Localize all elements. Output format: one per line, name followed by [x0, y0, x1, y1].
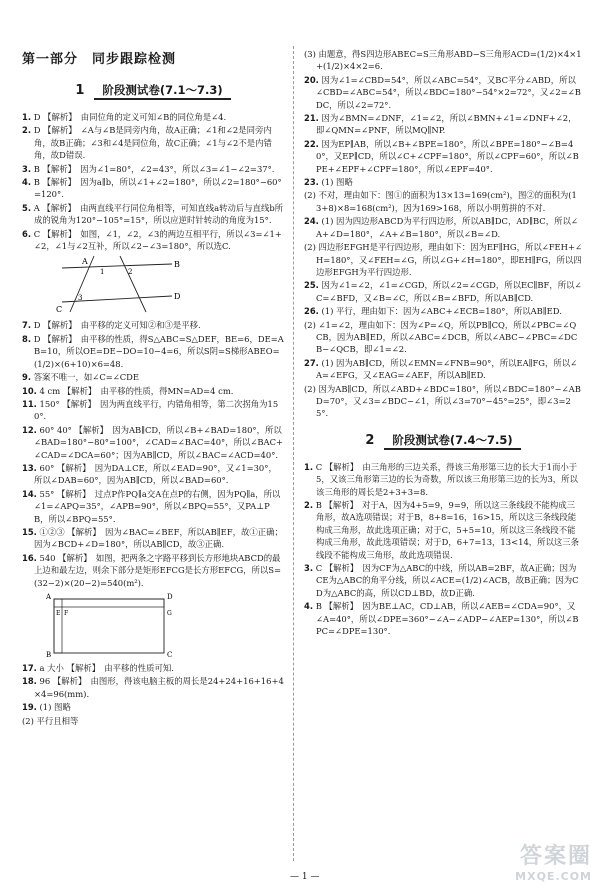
answer-text: 因为EP∥AB，所以∠B+∠BPE=180°，所以∠BPE=180°−∠B=40°，又EP∥CD，所以∠C+∠CPF=180°，所以∠CPF=60°，所以∠BPE+∠EPF+∠CPF=180°，所以∠EPF=40°. [316, 138, 579, 174]
answer-number: 14. [22, 488, 37, 499]
answer-text: (1) 图略 [39, 702, 71, 713]
answer-number: 2. [304, 500, 314, 510]
answer-item [22, 333, 284, 370]
answer-item [22, 228, 284, 253]
answer-text: 因为∠BMN=∠DNF，∠1=∠2，所以∠BMN+∠1=∠DNF+∠2，即∠QMN=∠PNF，所以MQ∥NP. [316, 113, 577, 136]
fig6-label-d: D [174, 292, 181, 302]
answer-number: 26. [304, 306, 319, 317]
answer-text: (2) 平行且相等 [22, 715, 79, 726]
answer-number: 25. [304, 280, 319, 291]
fig16-label-d: D [167, 593, 173, 601]
fig16-label-g: G [167, 610, 172, 617]
answer-number: 10. [22, 385, 37, 396]
answer-text: 540 【解析】 如图，把两条之字路平移到长方形地块ABCD的最上边和最左边，则余下部分是矩形EFCG是长方形EFCG，所以S=(32−2)×(20−2)=540(m²). [34, 552, 282, 588]
answer-number: 24. [304, 216, 319, 227]
answer-text: C 【解析】 因为CF为△ABC的中线，所以AB=2BF，故A正确；因为CE为△ABC的角平分线，所以∠ACE=(1/2)∠ACB，故B正确；因为CD为△ABC的高，所以CD⊥BD，故D正确. [315, 563, 579, 598]
answer-number: 16. [22, 552, 37, 563]
watermark-line-2: MXQE.COM [515, 870, 592, 883]
answer-item [22, 526, 284, 551]
answer-text: 因为∠1=∠CBD=54°，所以∠ABC=54°，又BC平分∠ABD，所以∠CBD=∠ABC=54°，所以∠BDC=180°−54°×2=72°，又∠2=∠BDC，所以∠2=72°. [316, 74, 581, 110]
fig6-label-2: 2 [128, 268, 133, 277]
answer-text: B 【解析】 对于A，因为4+5=9，9=9，所以这三条线段不能构成三角形，故A选项错误；对于B，8+8=16，16>15，所以这三条线段能构成三角形，故此选项正确；对于C，5+5=10，所以这三条线段不能构成三角形，故此选项错误；对于D，6+7=13，13<14，所以这三条线段不能构成三角形，故此选项错误. [315, 500, 580, 560]
answer-text: D 【解析】 由平移的性质，得S△ABC=S△DEF，BE=6，DE=AB=10，所以OE=DE−DO=10−4=6，所以S阴=S梯形ABEO=(1/2)×(6+10)×6=48. [33, 333, 284, 369]
answer-number: 21. [304, 113, 319, 124]
fig16-label-f: F [64, 610, 69, 617]
part-title: 第一部分 同步跟踪检测 [22, 52, 177, 67]
section-1-header [22, 79, 284, 103]
answer-number: 11. [22, 398, 37, 409]
answer-text: B 【解析】 因为a∥b，所以∠1+∠2=180°，所以∠2=180°−60°=120°. [33, 177, 282, 200]
answer-text: 96 【解析】 由图形，得该电脑主板的周长是24+24+16+16+4×4=96(mm). [34, 676, 284, 699]
answer-text: D 【解析】 由同位角的定义可知∠B的同位角是∠4. [33, 112, 227, 122]
figure-16-wrap [22, 591, 284, 659]
answer-item [304, 305, 582, 317]
answer-text: 因为∠1=∠2，∠1=∠CGD，所以∠2=∠CGD，所以EC∥BF，所以∠C=∠BFD，又∠B=∠C，所以∠B=∠BFD，所以AB∥CD. [316, 280, 582, 303]
answer-item [304, 138, 582, 175]
answer-item [304, 279, 582, 304]
answer-item [304, 74, 582, 111]
answer-item [22, 675, 284, 700]
answer-text: (1) 因为AB∥CD，所以∠EMN=∠FNB=90°，所以EA∥FG，所以∠A=∠EFG，又∠EAG=∠AEF，所以AB∥ED. [316, 357, 578, 381]
answer-item [304, 241, 582, 278]
answer-text: C 【解析】 如图，∠1，∠2，∠3的两边互相平行，所以∠3=∠1+∠2，∠1与∠2互补，所以∠2−∠3=180°，所以选C. [33, 228, 282, 252]
fig16-label-b: B [46, 651, 52, 659]
answer-number: 9. [22, 372, 32, 383]
answer-number: 27. [304, 357, 319, 368]
answer-item [304, 461, 582, 498]
answer-text: ①②③ 【解析】 因为∠BAC=∠BEF，所以AB∥EF，故①正确；因为∠BCD+∠D=180°，所以AB∥CD，故③正确. [34, 526, 283, 550]
answer-number: 20. [304, 74, 319, 85]
right-items-2 [304, 461, 582, 638]
answer-item [22, 163, 284, 175]
fig6-label-1: 1 [100, 268, 105, 277]
page-number: — 1 — [290, 872, 320, 882]
answer-text: 60° 40° 【解析】 因为AB∥CD，所以∠B+∠BAD=180°，所以∠BAD=180°−80°=100°，∠CAD=∠BAC=40°，所以∠BAC+∠CAD=∠DCA=60°；因为AB∥CD，所以∠BAC=∠ACD=40°. [34, 424, 284, 460]
top-path [54, 599, 164, 607]
fig6-label-3: 3 [78, 294, 83, 303]
answer-item [22, 488, 284, 525]
answer-number: 5. [22, 202, 32, 213]
answer-item [304, 357, 582, 382]
answer-text: 150° 【解析】 因为两直线平行，内错角相等，第二次拐角为150°. [34, 398, 279, 422]
answer-item [304, 562, 582, 599]
answer-text: (1) 平行，理由如下：因为∠ABC+∠ECB=180°，所以AB∥ED. [321, 306, 562, 317]
answer-text: B 【解析】 因为BE⊥AC，CD⊥AB，所以∠AEB=∠CDA=90°，又∠A=40°，所以∠DPE=360°−∠A−∠ADP−∠AEP=130°，所以∠BPC=∠DPE=130°. [315, 601, 579, 637]
column-divider [293, 46, 294, 861]
answer-item [22, 552, 284, 589]
answer-item [304, 48, 582, 73]
section-2-title: 阶段测试卷(7.4～7.5) [384, 432, 520, 450]
answer-text: (2) ∠1=∠2，理由如下：因为∠P=∠Q，所以PB∥CQ，所以∠PBC=∠QCB，因为AB∥ED，所以∠ABC=∠DCB，所以∠ABC−∠PBC=∠DCB−∠QCB，即∠1=∠2. [304, 319, 578, 355]
right-column [304, 48, 582, 638]
section-1-title: 阶段测试卷(7.1～7.3) [94, 82, 230, 100]
answer-text: D 【解析】 由平移的定义可知②和③是平移. [33, 320, 201, 331]
answer-number: 15. [22, 526, 37, 537]
section-2-header [304, 429, 582, 453]
fig16-label-e: E [56, 610, 61, 617]
answer-number: 23. [304, 177, 319, 188]
answer-text: A 【解析】 由两直线平行同位角相等，可知直线a转动后与直线b所成的锐角为120°−105°=15°，所以应逆时针转动的角度为15°. [33, 202, 284, 226]
answer-number: 7. [22, 320, 32, 331]
answer-item [304, 176, 582, 188]
answer-text: 60° 【解析】 因为DA⊥CE，所以∠EAD=90°，又∠1=30°，所以∠DAB=60°，因为AB∥CD，所以∠BAD=60°. [34, 462, 277, 486]
answer-text: (1) 因为四边形ABCD为平行四边形，所以AB∥DC，AD∥BC，所以∠A+∠D=180°，∠A+∠B=180°，所以∠B=∠D. [316, 216, 578, 239]
answer-text: (3) 由题意，得S四边形ABEC=S三角形ABD−S三角形ACD=(1/2)×4×1+(1/2)×4×2=6. [304, 49, 582, 72]
answer-item [22, 124, 284, 161]
answer-item [22, 319, 284, 331]
figure-16-rectangle-paths [42, 591, 182, 659]
answer-item [304, 319, 582, 356]
answer-text: C 【解析】 由三角形的三边关系，得该三角形第三边的长大于1而小于5，又该三角形第三边的长为奇数，所以该三角形第三边的长为3，所以该三角形的周长是2+3+3=8. [315, 461, 578, 497]
answer-item [22, 371, 284, 383]
answer-item [22, 424, 284, 461]
fig6-label-c: C [56, 305, 63, 315]
answer-text: 55° 【解析】 过点P作PQ∥a交A在点P的右侧，因为PQ∥a，所以∠1=∠APQ=35°，∠APB=90°，所以∠BPQ=55°，又PA⊥PB，所以∠BPQ=55°. [34, 488, 281, 524]
answer-number: 12. [22, 424, 37, 435]
watermark-logo [515, 839, 592, 883]
answer-item [22, 398, 284, 423]
answer-number: 2. [22, 125, 32, 136]
answer-number: 4. [22, 177, 32, 188]
answer-item [22, 701, 284, 713]
answer-item [304, 215, 582, 240]
answer-number: 3. [22, 163, 32, 174]
fig6-label-a: A [82, 257, 88, 267]
answer-item [22, 385, 284, 397]
answer-item [304, 383, 582, 420]
fig16-label-a: A [46, 593, 52, 601]
answer-item [22, 462, 284, 487]
answer-number: 22. [304, 138, 319, 149]
left-items [22, 111, 284, 727]
answer-item [22, 111, 284, 123]
section-2-number: 2 [365, 432, 375, 448]
answer-text: a 大小 【解析】 由平移的性质可知. [39, 663, 174, 673]
answer-number: 1. [304, 461, 314, 472]
answer-number: 19. [22, 702, 37, 713]
answer-item [304, 112, 582, 137]
figure-6-wrap [22, 254, 284, 316]
answer-text: (2) 不对，理由如下：图①的面积为13×13=169(cm²)，图②的面积为(13+8)×8=168(cm²)，因为169>168，所以小明剪拼的不对. [304, 190, 577, 213]
figure-6-parallel-lines [42, 254, 192, 316]
left-column [22, 48, 284, 728]
answer-item [304, 189, 582, 214]
fig6-label-b: B [174, 260, 180, 270]
answer-text: (2) 四边形EFGH是平行四边形，理由如下：因为EF∥HG，所以∠FEH+∠H=180°，又∠FEH=∠G，所以∠G+∠H=180°，即EH∥FG，所以四边形EFGH为平行四边形. [304, 242, 583, 277]
answer-number: 13. [22, 462, 37, 473]
answer-text: B 【解析】 因为∠1=80°，∠2=43°，所以∠3=∠1−∠2=37°. [33, 163, 275, 174]
answer-text: (1) 图略 [321, 177, 353, 188]
answer-number: 6. [22, 228, 32, 239]
answer-number: 3. [304, 563, 314, 574]
answer-item [304, 600, 582, 637]
answer-number: 1. [22, 112, 32, 122]
answer-text: D 【解析】 ∠A与∠B是同旁内角，故A正确；∠1和∠2是同旁内角，故B正确；∠3和∠4是同位角，故C正确；∠1与∠2不是内错角，故D错误. [33, 125, 272, 161]
right-items-1 [304, 48, 582, 420]
answer-number: 4. [304, 601, 314, 612]
answer-number: 17. [22, 663, 37, 673]
line-top [62, 264, 172, 268]
watermark-line-1: 答案圈 [519, 844, 592, 869]
answer-item [22, 662, 284, 674]
answer-item [22, 715, 284, 727]
answer-text: 答案不唯一，如∠C=∠CDE [33, 372, 140, 383]
fig16-label-c: C [167, 651, 173, 659]
answer-item [22, 202, 284, 227]
answer-text: (2) 因为AB∥CD，所以∠ABD+∠BDC=180°，所以∠BDC=180°−∠ABD=70°，又∠3=∠BDC−∠1，所以∠3=70°−45°=25°，即∠3=25°. [304, 383, 581, 419]
answer-text: 4 cm 【解析】 由平移的性质，得MN=AD=4 cm. [39, 385, 234, 396]
answer-item [22, 176, 284, 201]
answer-item [304, 499, 582, 561]
answer-number: 8. [22, 333, 32, 344]
transversal-2 [120, 256, 146, 312]
answer-number: 18. [22, 676, 37, 687]
section-1-number: 1 [75, 82, 85, 98]
